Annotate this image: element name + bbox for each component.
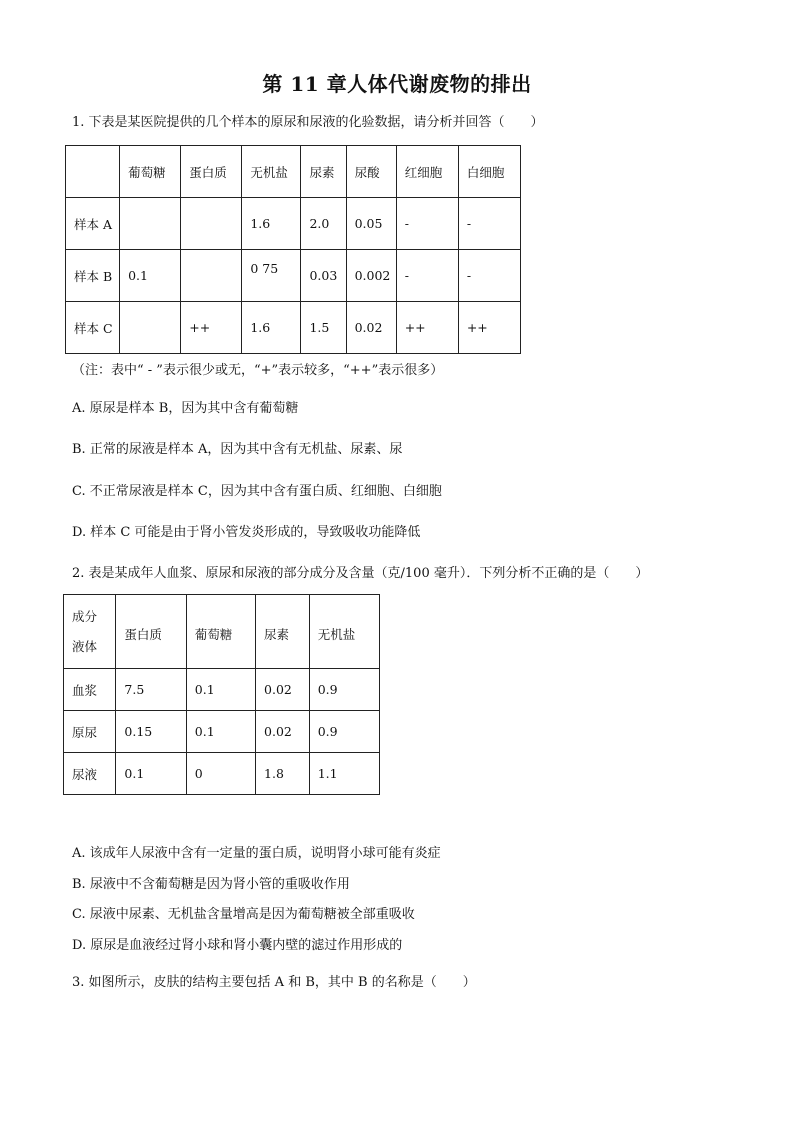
question-1-option-b: B. 正常的尿液是样本 A，因为其中含有无机盐、尿素、尿 [72,442,403,457]
table-cell: 7.5 [116,669,186,711]
table-cell: 尿液 [64,753,116,795]
question-2-table [63,594,380,795]
question-3-stem: 3. 如图所示，皮肤的结构主要包括 A 和 B，其中 B 的名称是（ ） [72,975,476,990]
question-2-option-a: A. 该成年人尿液中含有一定量的蛋白质，说明肾小球可能有炎症 [72,846,441,861]
table-cell [181,198,242,250]
table-cell: 白细胞 [458,146,520,198]
table-cell: 0.05 [346,198,396,250]
question-1-option-c: C. 不正常尿液是样本 C，因为其中含有蛋白质、红细胞、白细胞 [72,484,442,499]
table-cell: 0.9 [309,669,379,711]
table-cell: 红细胞 [396,146,458,198]
corner-label-top: 成分 [72,608,98,624]
table-cell: ++ [396,302,458,354]
table-cell: 0.15 [116,711,186,753]
table-cell: 样本 A [66,198,120,250]
table-cell: - [458,250,520,302]
table-row [66,302,521,354]
table-cell: 0.1 [186,711,255,753]
table-cell: 0.03 [301,250,346,302]
question-1-table [65,145,521,354]
table-cell: - [396,198,458,250]
table-cell: 1.1 [309,753,379,795]
page-title: 第 11 章人体代谢废物的排出 [262,72,532,96]
table-cell: 无机盐 [309,595,379,669]
table-cell: ++ [458,302,520,354]
table-cell: 0.002 [346,250,396,302]
table-corner-cell [64,595,116,669]
question-1-note: （注：表中“ - ”表示很少或无，“+”表示较多，“++”表示很多） [72,363,444,378]
table-header-row [64,595,380,669]
question-1-option-d: D. 样本 C 可能是由于肾小管发炎形成的，导致吸收功能降低 [72,525,421,540]
table-cell: 蛋白质 [181,146,242,198]
table-cell: - [458,198,520,250]
table-cell: 1.6 [242,198,301,250]
table-cell: 1.8 [256,753,310,795]
table-cell: 0.1 [120,250,181,302]
table-cell: 无机盐 [242,146,301,198]
table-cell: 样本 C [66,302,120,354]
table-cell: 0.02 [346,302,396,354]
table-cell: 1.5 [301,302,346,354]
table-cell [120,198,181,250]
table-cell: 蛋白质 [116,595,186,669]
table-cell: 0.02 [256,669,310,711]
table-cell: 原尿 [64,711,116,753]
table-row [64,753,380,795]
cell-value: 0 75 [250,261,279,276]
table-cell: 尿酸 [346,146,396,198]
table-cell [181,250,242,302]
question-2-stem: 2. 表是某成年人血浆、原尿和尿液的部分成分及含量（克/100 毫升）．下列分析不正确的是（ ） [72,566,649,581]
table-cell: 0.02 [256,711,310,753]
table-cell [120,302,181,354]
corner-label-bottom: 液体 [72,638,98,654]
table-row [66,250,521,302]
table-cell: 0.1 [186,669,255,711]
table-cell: 0.9 [309,711,379,753]
question-1-stem: 1. 下表是某医院提供的几个样本的原尿和尿液的化验数据，请分析并回答（ ） [72,115,544,130]
question-2-option-b: B. 尿液中不含葡萄糖是因为肾小管的重吸收作用 [72,877,350,892]
table-row [64,711,380,753]
table-cell: 0 [186,753,255,795]
question-2-option-d: D. 原尿是血液经过肾小球和肾小囊内壁的滤过作用形成的 [72,938,403,953]
table-header-row [66,146,521,198]
question-1-option-a: A. 原尿是样本 B，因为其中含有葡萄糖 [72,401,299,416]
table-cell: 尿素 [301,146,346,198]
table-cell: 葡萄糖 [186,595,255,669]
table-cell: 0.1 [116,753,186,795]
table-cell [242,250,301,302]
table-row [66,198,521,250]
table-cell: 1.6 [242,302,301,354]
table-cell: 葡萄糖 [120,146,181,198]
table-row [64,669,380,711]
question-2-option-c: C. 尿液中尿素、无机盐含量增高是因为葡萄糖被全部重吸收 [72,907,415,922]
table-cell: 样本 B [66,250,120,302]
table-cell: 血浆 [64,669,116,711]
table-cell: ++ [181,302,242,354]
table-cell: 2.0 [301,198,346,250]
table-cell: - [396,250,458,302]
table-cell [66,146,120,198]
table-cell: 尿素 [256,595,310,669]
